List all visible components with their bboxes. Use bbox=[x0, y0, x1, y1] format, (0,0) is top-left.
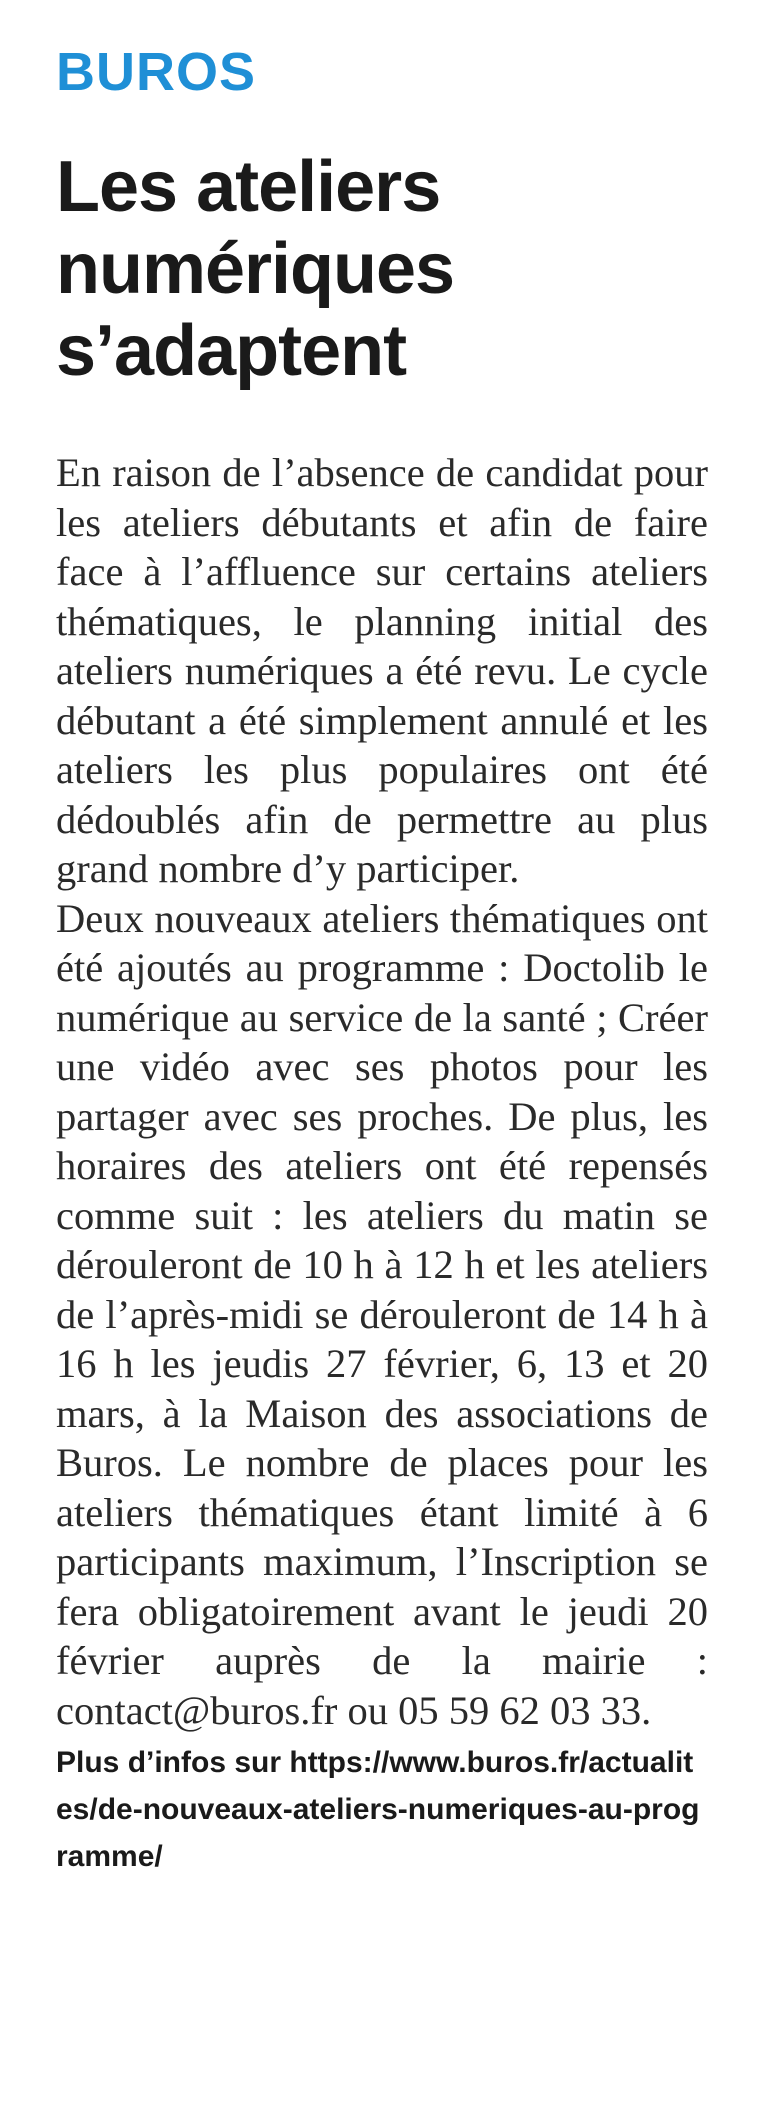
body-paragraph-1: En raison de l’absence de candidat pour les ateliers débutants et afin de faire face à l’affluence sur certains ateliers thématiques, le planning initial des ateliers numériques a été revu. Le cycle débutant a été simplement annulé et les ateliers les plus populaires ont été dédoublés afin de permettre au plus grand nombre d’y participer. bbox=[56, 450, 708, 891]
body-paragraph-2: Deux nouveaux ateliers thématiques ont été ajoutés au programme : Doctolib le numérique au service de la santé ; Créer une vidéo avec ses photos pour les partager avec ses proches. De plus, les horaires des ateliers ont été repensés comme suit : les ateliers du matin se dérouleront de 10 h à 12 h et les ateliers de l’après-midi se dérouleront de 14 h à 16 h les jeudis 27 février, 6, 13 et 20 mars, à la Maison des associations de Buros. Le nombre de places pour les ateliers thématiques étant limité à 6 participants maximum, l’Inscription se fera obligatoirement avant le jeudi 20 février auprès de la mairie : contact@buros.fr ou 05 59 62 03 33. bbox=[56, 895, 708, 1733]
more-info-link[interactable]: Plus d’infos sur https://www.buros.fr/actualites/de-nouveaux-ateliers-numeriques-au-programme/ bbox=[56, 1746, 700, 1873]
section-kicker: BUROS bbox=[56, 42, 257, 102]
article-headline: Les ateliers numériques s’adaptent bbox=[56, 147, 455, 391]
article-body bbox=[56, 448, 708, 1735]
